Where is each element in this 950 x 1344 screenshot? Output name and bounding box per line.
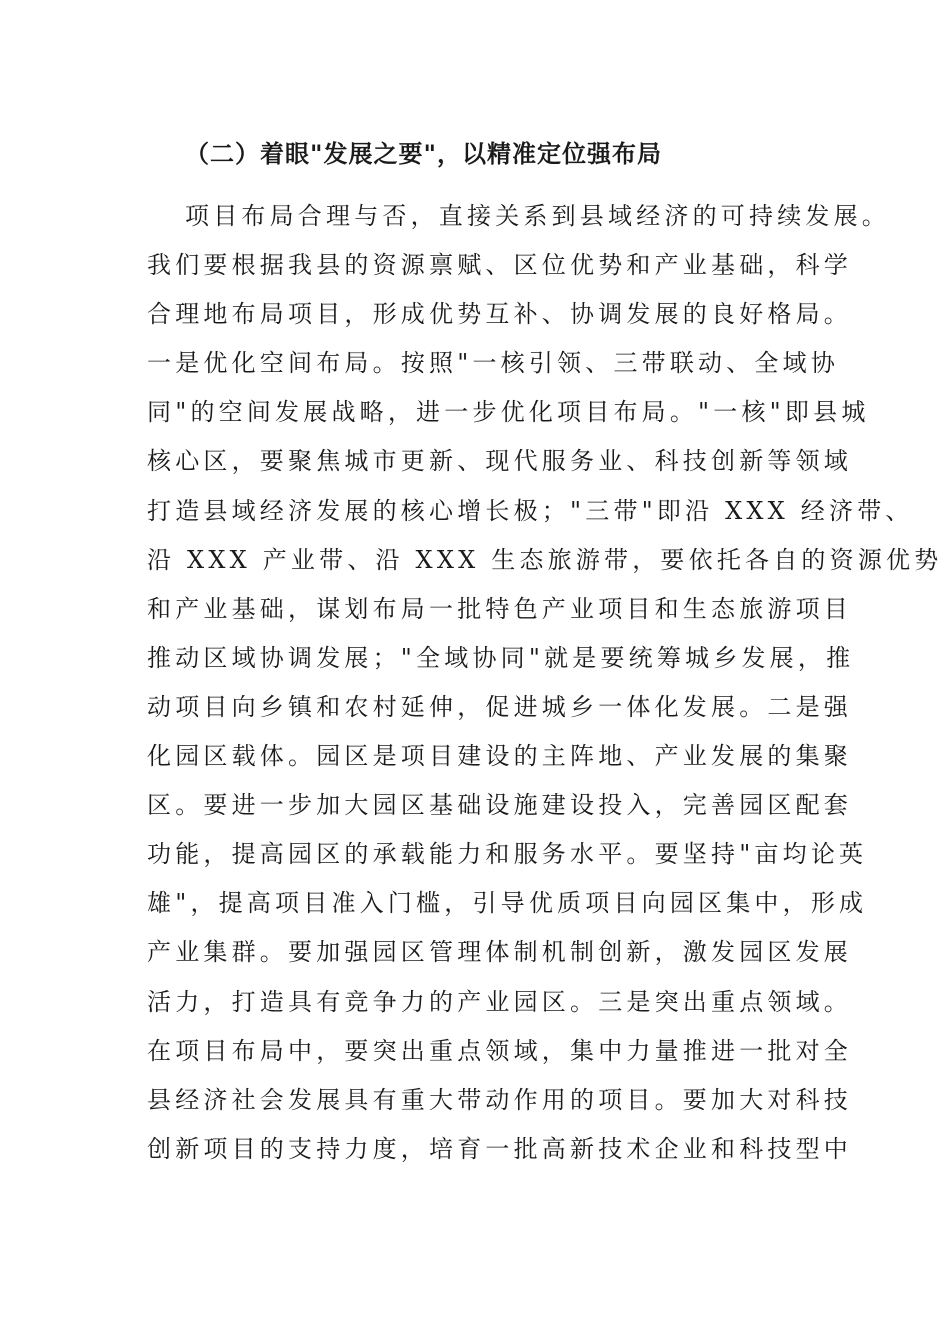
paragraph-line: 项目布局合理与否，直接关系到县域经济的可持续发展。	[185, 202, 890, 230]
paragraph-line: 推动区域协调发展；"全域协同"就是要统筹城乡发展，推	[147, 643, 855, 672]
paragraph-line: 雄"，提高项目准入门槛，引导优质项目向园区集中，形成	[147, 889, 868, 918]
paragraph-line: 同"的空间发展战略，进一步优化项目布局。"一核"即县城	[147, 398, 870, 427]
paragraph-line: 沿 XXX 产业带、沿 XXX 生态旅游带，要依托各自的资源优势	[147, 545, 943, 574]
paragraph-line: 核心区，要聚焦城市更新、现代服务业、科技创新等领域	[147, 447, 852, 476]
paragraph-line: 我们要根据我县的资源禀赋、区位优势和产业基础，科学	[147, 251, 852, 280]
paragraph-line: 在项目布局中，要突出重点领域，集中力量推进一批对全	[147, 1036, 852, 1065]
paragraph	[147, 192, 943, 1174]
paragraph-line: 化园区载体。园区是项目建设的主阵地、产业发展的集聚	[147, 742, 852, 771]
paragraph-line: 打造县域经济发展的核心增长极；"三带"即沿 XXX 经济带、	[147, 496, 914, 525]
paragraph-line: 区。要进一步加大园区基础设施建设投入，完善园区配套	[147, 791, 852, 820]
paragraph-line: 产业集群。要加强园区管理体制机制创新，激发园区发展	[147, 938, 852, 967]
paragraph-line: 动项目向乡镇和农村延伸，促进城乡一体化发展。二是强	[147, 692, 852, 721]
paragraph-line: 合理地布局项目，形成优势互补、协调发展的良好格局。	[147, 300, 852, 329]
paragraph-line: 活力，打造具有竞争力的产业园区。三是突出重点领域。	[147, 987, 852, 1016]
paragraph-line: 一是优化空间布局。按照"一核引领、三带联动、全域协	[147, 349, 840, 378]
paragraph-line: 和产业基础，谋划布局一批特色产业项目和生态旅游项目	[147, 594, 852, 623]
paragraph-line: 创新项目的支持力度，培育一批高新技术企业和科技型中	[147, 1134, 852, 1163]
paragraph-line: 县经济社会发展具有重大带动作用的项目。要加大对科技	[147, 1085, 852, 1114]
section-heading: （二）着眼"发展之要"，以精准定位强布局	[185, 140, 663, 168]
paragraph-line: 功能，提高园区的承载能力和服务水平。要坚持"亩均论英	[147, 840, 868, 869]
